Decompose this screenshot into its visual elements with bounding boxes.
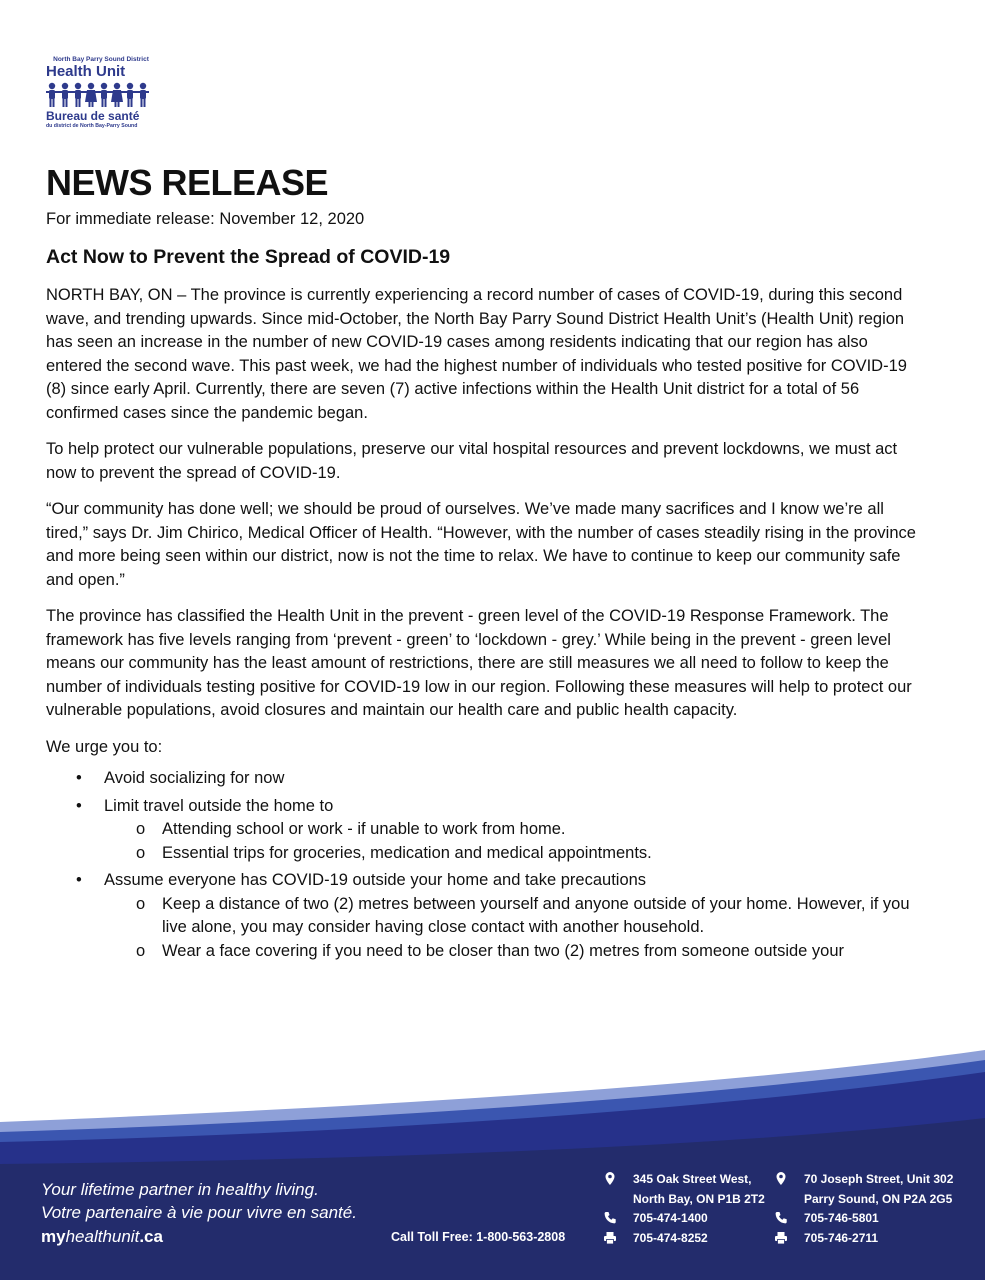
fax-icon xyxy=(603,1231,617,1245)
office-parry-sound xyxy=(774,1170,953,1248)
sub-bullet: o xyxy=(136,894,146,913)
measures-list xyxy=(46,767,916,963)
office-north-bay xyxy=(603,1170,765,1248)
sub-list xyxy=(104,818,916,865)
release-date: For immediate release: November 12, 2020 xyxy=(46,210,365,228)
list-item-text: Avoid socializing for now xyxy=(104,769,285,787)
list-item xyxy=(46,869,916,963)
site-name: healthunit xyxy=(65,1227,140,1246)
phone-number: 705-474-1400 xyxy=(633,1211,708,1225)
toll-free-number: Call Toll Free: 1-800-563-2808 xyxy=(391,1230,566,1244)
sub-bullet: o xyxy=(136,843,146,862)
sub-list xyxy=(104,893,916,964)
address-line-2: North Bay, ON P1B 2T2 xyxy=(633,1191,765,1206)
footer-tagline xyxy=(41,1178,357,1224)
sub-bullet: o xyxy=(136,820,146,838)
bullet: • xyxy=(76,796,82,815)
phone-row xyxy=(603,1209,765,1229)
address-row xyxy=(774,1170,953,1209)
address-line-1: 345 Oak Street West, xyxy=(633,1172,752,1186)
sub-list-item xyxy=(104,818,916,842)
site-prefix: my xyxy=(41,1227,66,1246)
paragraph-quote: “Our community has done well; we should be proud of ourselves. We’ve made many sacrifices and I know we’re all tired,” says Dr. Jim Chirico, Medical Officer of Health. “However, with the number of cases steadily rising in the province and more being seen within our district, now is not the time to relax. We have to continue to keep our community safe and open.” xyxy=(46,500,916,589)
sub-list-item xyxy=(104,940,916,964)
sub-list-item-text: Wear a face covering if you need to be closer than two (2) metres from someone outside your xyxy=(162,941,845,960)
news-release-content xyxy=(46,160,916,967)
fax-number: 705-746-2711 xyxy=(804,1230,879,1245)
fax-row xyxy=(603,1229,765,1249)
tagline-en: Your lifetime partner in healthy living. xyxy=(41,1180,319,1199)
list-item-text: Limit travel outside the home to xyxy=(104,796,334,815)
sub-bullet: o xyxy=(136,941,146,960)
bullet: • xyxy=(76,871,82,889)
logo-name-fr: Bureau de santé xyxy=(46,109,140,123)
phone-icon xyxy=(774,1211,788,1225)
logo-name-en: Health Unit xyxy=(46,63,126,80)
website-link[interactable] xyxy=(41,1227,163,1247)
list-item xyxy=(46,795,916,866)
sub-list-item-text: Keep a distance of two (2) metres between yourself and anyone outside of your home. However, if you live alone, you may consider having close contact with another household. xyxy=(162,894,910,936)
fax-row xyxy=(774,1229,953,1249)
logo-top-line: North Bay Parry Sound District xyxy=(53,56,149,63)
location-pin-icon xyxy=(603,1172,617,1186)
sub-list-item xyxy=(104,893,916,940)
fax-number: 705-474-8252 xyxy=(633,1230,708,1245)
paragraph-intro: NORTH BAY, ON – The province is currently experiencing a record number of cases of COVID-19, during this second wave, and trending upwards. Since mid-October, the North Bay Parry Sound District Health Unit’s (Health Unit) region has seen an increase in the number of new COVID-19 cases among residents indicating that our region has also entered the second wave. This past week, we had the highest number of individuals who tested positive for COVID-19 (8) since early April. Currently, there are seven (7) active infections within the Health Unit district for a total of 56 confirmed cases since the pandemic began. xyxy=(46,286,907,422)
health-unit-logo xyxy=(46,56,156,130)
logo-bottom-line: du district de North Bay-Parry Sound xyxy=(46,123,138,129)
sub-list-item-text: Essential trips for groceries, medication and medical appointments. xyxy=(162,843,652,862)
paragraph-urge: We urge you to: xyxy=(46,737,163,756)
phone-number: 705-746-5801 xyxy=(804,1211,879,1225)
address-line-2: Parry Sound, ON P2A 2G5 xyxy=(804,1191,953,1206)
fax-icon xyxy=(774,1231,788,1245)
headline: Act Now to Prevent the Spread of COVID-19 xyxy=(46,246,451,268)
phone-row xyxy=(774,1209,953,1229)
address-line-1: 70 Joseph Street, Unit 302 xyxy=(804,1172,954,1186)
paragraph-protect: To help protect our vulnerable populations, preserve our vital hospital resources and prevent lockdowns, we must act now to prevent the spread of COVID-19. xyxy=(46,440,898,482)
bullet: • xyxy=(76,769,82,787)
location-pin-icon xyxy=(774,1172,788,1186)
people-icon xyxy=(46,82,150,108)
page-title: NEWS RELEASE xyxy=(46,162,329,203)
phone-icon xyxy=(603,1211,617,1225)
sub-list-item-text: Attending school or work - if unable to work from home. xyxy=(162,820,566,838)
tagline-fr: Votre partenaire à vie pour vivre en santé. xyxy=(41,1203,357,1222)
paragraph-framework: The province has classified the Health Unit in the prevent - green level of the COVID-19 Response Framework. The framework has five levels ranging from ‘prevent - green’ to ‘lockdown - grey.’ While being in the prevent - green level means our community has the least amount of restrictions, there are still measures we all need to follow to keep the number of individuals testing positive for COVID-19 low in our region. Following these measures will help to protect our vulnerable populations, avoid closures and maintain our health care and public health capacity. xyxy=(46,607,912,719)
address-row xyxy=(603,1170,765,1209)
list-item-text: Assume everyone has COVID-19 outside your home and take precautions xyxy=(104,871,647,889)
sub-list-item xyxy=(104,842,916,866)
list-item xyxy=(46,767,916,791)
site-suffix: .ca xyxy=(139,1227,163,1246)
